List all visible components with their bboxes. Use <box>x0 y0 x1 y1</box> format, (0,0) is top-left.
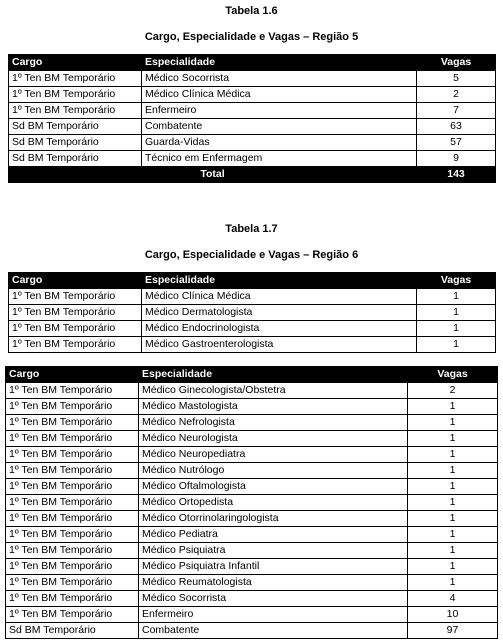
cell-vagas: 2 <box>417 87 496 103</box>
cell-vagas: 1 <box>408 495 498 511</box>
cell-cargo: 1º Ten BM Temporário <box>6 575 139 591</box>
cell-especialidade: Médico Ginecologista/Obstetra <box>139 383 408 399</box>
table-row <box>6 543 498 559</box>
total-label: Total <box>9 167 417 183</box>
table-1-7-part-2 <box>5 366 498 639</box>
cell-especialidade: Médico Socorrista <box>139 591 408 607</box>
table-row <box>9 289 496 305</box>
cell-vagas: 10 <box>408 607 498 623</box>
cell-cargo: 1º Ten BM Temporário <box>6 463 139 479</box>
cell-cargo: 1º Ten BM Temporário <box>9 337 142 353</box>
column-header-cargo: Cargo <box>9 273 142 289</box>
table-1-6-caption: Tabela 1.6 <box>225 5 278 17</box>
cell-especialidade: Médico Clínica Médica <box>142 289 417 305</box>
table-row <box>9 135 496 151</box>
table-header-row <box>9 55 496 71</box>
total-row <box>9 167 496 183</box>
cell-cargo: 1º Ten BM Temporário <box>6 607 139 623</box>
cell-vagas: 57 <box>417 135 496 151</box>
cell-vagas: 1 <box>408 479 498 495</box>
table-row <box>9 151 496 167</box>
cell-vagas: 2 <box>408 383 498 399</box>
table-header-row <box>6 367 498 383</box>
table-row <box>6 383 498 399</box>
cell-especialidade: Médico Ortopedista <box>139 495 408 511</box>
cell-cargo: 1º Ten BM Temporário <box>9 305 142 321</box>
column-header-cargo: Cargo <box>6 367 139 383</box>
cell-especialidade: Combatente <box>142 119 417 135</box>
cell-especialidade: Médico Nutrólogo <box>139 463 408 479</box>
table-row <box>6 447 498 463</box>
table-row <box>6 607 498 623</box>
cell-especialidade: Enfermeiro <box>142 103 417 119</box>
cell-cargo: Sd BM Temporário <box>9 119 142 135</box>
table-row <box>9 119 496 135</box>
table-row <box>6 415 498 431</box>
cell-cargo: 1º Ten BM Temporário <box>9 103 142 119</box>
column-header-especialidade: Especialidade <box>139 367 408 383</box>
cell-vagas: 4 <box>408 591 498 607</box>
cell-especialidade: Médico Endocrinologista <box>142 321 417 337</box>
cell-cargo: 1º Ten BM Temporário <box>6 543 139 559</box>
cell-cargo: 1º Ten BM Temporário <box>6 447 139 463</box>
table-row <box>6 463 498 479</box>
table-row <box>9 87 496 103</box>
table-row <box>9 321 496 337</box>
cell-especialidade: Guarda-Vidas <box>142 135 417 151</box>
column-header-especialidade: Especialidade <box>142 55 417 71</box>
cell-especialidade: Médico Mastologista <box>139 399 408 415</box>
table-row <box>6 559 498 575</box>
table-row <box>9 103 496 119</box>
table-row <box>6 575 498 591</box>
table-row <box>9 71 496 87</box>
cell-vagas: 7 <box>417 103 496 119</box>
column-header-cargo: Cargo <box>9 55 142 71</box>
cell-especialidade: Combatente <box>139 623 408 639</box>
cell-cargo: 1º Ten BM Temporário <box>6 527 139 543</box>
table-row <box>6 527 498 543</box>
cell-especialidade: Médico Dermatologista <box>142 305 417 321</box>
table-1-6 <box>8 54 496 183</box>
cell-vagas: 1 <box>408 543 498 559</box>
cell-especialidade: Enfermeiro <box>139 607 408 623</box>
cell-vagas: 9 <box>417 151 496 167</box>
cell-vagas: 1 <box>408 463 498 479</box>
cell-vagas: 63 <box>417 119 496 135</box>
cell-cargo: 1º Ten BM Temporário <box>9 289 142 305</box>
cell-vagas: 1 <box>408 431 498 447</box>
cell-especialidade: Médico Otorrinolaringologista <box>139 511 408 527</box>
cell-cargo: 1º Ten BM Temporário <box>6 479 139 495</box>
cell-cargo: Sd BM Temporário <box>9 135 142 151</box>
cell-especialidade: Médico Psiquiatra Infantil <box>139 559 408 575</box>
cell-especialidade: Médico Reumatologista <box>139 575 408 591</box>
table-row <box>6 431 498 447</box>
table-row <box>9 337 496 353</box>
table-row <box>6 591 498 607</box>
cell-cargo: 1º Ten BM Temporário <box>6 399 139 415</box>
table-header-row <box>9 273 496 289</box>
cell-vagas: 1 <box>417 337 496 353</box>
cell-cargo: Sd BM Temporário <box>6 623 139 639</box>
cell-especialidade: Médico Socorrista <box>142 71 417 87</box>
cell-vagas: 1 <box>408 415 498 431</box>
cell-cargo: 1º Ten BM Temporário <box>9 71 142 87</box>
cell-cargo: 1º Ten BM Temporário <box>6 511 139 527</box>
cell-especialidade: Médico Gastroenterologista <box>142 337 417 353</box>
cell-vagas: 1 <box>408 527 498 543</box>
table-row <box>6 623 498 639</box>
cell-especialidade: Médico Neuropediatra <box>139 447 408 463</box>
cell-cargo: 1º Ten BM Temporário <box>6 495 139 511</box>
cell-especialidade: Médico Neurologista <box>139 431 408 447</box>
cell-cargo: 1º Ten BM Temporário <box>6 591 139 607</box>
cell-cargo: 1º Ten BM Temporário <box>9 87 142 103</box>
table-row <box>6 495 498 511</box>
cell-vagas: 1 <box>408 399 498 415</box>
cell-vagas: 1 <box>417 305 496 321</box>
cell-cargo: 1º Ten BM Temporário <box>6 431 139 447</box>
cell-cargo: 1º Ten BM Temporário <box>6 559 139 575</box>
cell-vagas: 1 <box>408 575 498 591</box>
cell-vagas: 1 <box>408 511 498 527</box>
table-row <box>6 399 498 415</box>
cell-vagas: 1 <box>417 321 496 337</box>
table-row <box>6 511 498 527</box>
cell-vagas: 1 <box>417 289 496 305</box>
cell-especialidade: Técnico em Enfermagem <box>142 151 417 167</box>
cell-cargo: 1º Ten BM Temporário <box>6 383 139 399</box>
cell-cargo: 1º Ten BM Temporário <box>6 415 139 431</box>
column-header-vagas: Vagas <box>408 367 498 383</box>
table-1-6-title: Cargo, Especialidade e Vagas – Região 5 <box>144 31 359 43</box>
table-1-7-caption: Tabela 1.7 <box>225 223 278 235</box>
cell-especialidade: Médico Nefrologista <box>139 415 408 431</box>
column-header-vagas: Vagas <box>417 273 496 289</box>
cell-especialidade: Médico Oftalmologista <box>139 479 408 495</box>
column-header-especialidade: Especialidade <box>142 273 417 289</box>
cell-especialidade: Médico Clínica Médica <box>142 87 417 103</box>
cell-cargo: Sd BM Temporário <box>9 151 142 167</box>
cell-vagas: 1 <box>408 559 498 575</box>
cell-vagas: 5 <box>417 71 496 87</box>
table-1-7-part-1 <box>8 272 496 353</box>
total-value: 143 <box>417 167 496 183</box>
table-row <box>9 305 496 321</box>
cell-vagas: 97 <box>408 623 498 639</box>
cell-vagas: 1 <box>408 447 498 463</box>
cell-especialidade: Médico Psiquiatra <box>139 543 408 559</box>
table-1-7-title: Cargo, Especialidade e Vagas – Região 6 <box>144 249 359 261</box>
cell-cargo: 1º Ten BM Temporário <box>9 321 142 337</box>
column-header-vagas: Vagas <box>417 55 496 71</box>
table-row <box>6 479 498 495</box>
cell-especialidade: Médico Pediatra <box>139 527 408 543</box>
